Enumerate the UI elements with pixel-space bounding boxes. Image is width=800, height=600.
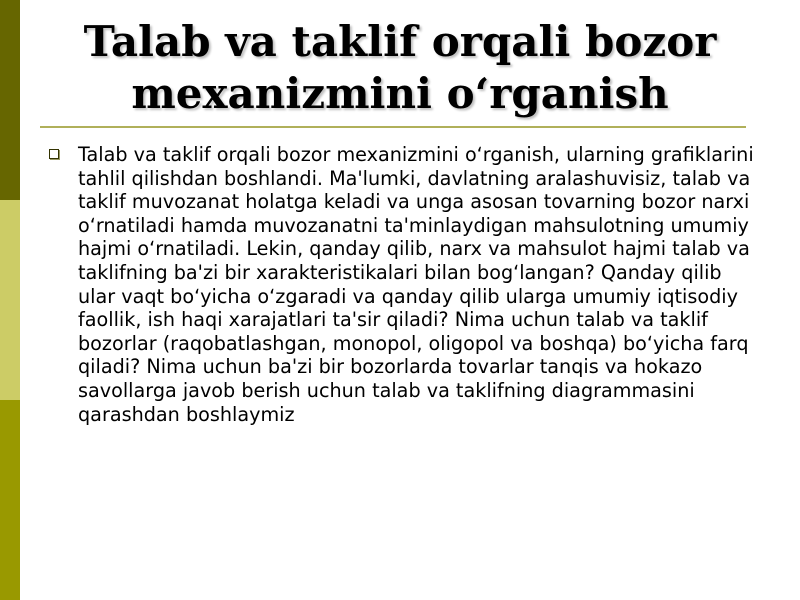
slide-title: Talab va taklif orqali bozor mexanizmini o‘rganish (83, 17, 717, 118)
title-divider (40, 126, 746, 128)
sidebar-accent-top (0, 0, 20, 200)
sidebar-accent-middle (0, 200, 20, 400)
square-bullet-icon (49, 149, 59, 159)
bullet-paragraph: Talab va taklif orqali bozor mexanizmini oʻrganish, ularning grafiklarini tahlil qilishdan boshlandi. Ma'lumki, davlatning aralashuvisiz, talab va taklif muvozanat holatga keladi va unga asosan tovarning bozor narxi oʻrnatiladi hamda muvozanatni ta'minlaydigan mahsulotning umumiy hajmi oʻrnatiladi. Lekin, qanday qilib, narx va mahsulot hajmi talab va taklifning ba'zi bir xarakteristikalari bilan bogʻlangan? Qanday qilib ular vaqt boʻyicha oʻzgaradi va qanday qilib ularga umumiy iqtisodiy faollik, ish haqi xarajatlari ta'sir qiladi? Nima uchun talab va taklif bozorlar (raqobatlashgan, monopol, oligopol va boshqa) boʻyicha farq qiladi? Nima uchun ba'zi bir bozorlarda tovarlar tanqis va hokazo savollarga javob berish uchun talab va taklifning diagrammasini qarashdan boshlaymiz (78, 143, 754, 426)
sidebar-accent-bottom (0, 400, 20, 600)
